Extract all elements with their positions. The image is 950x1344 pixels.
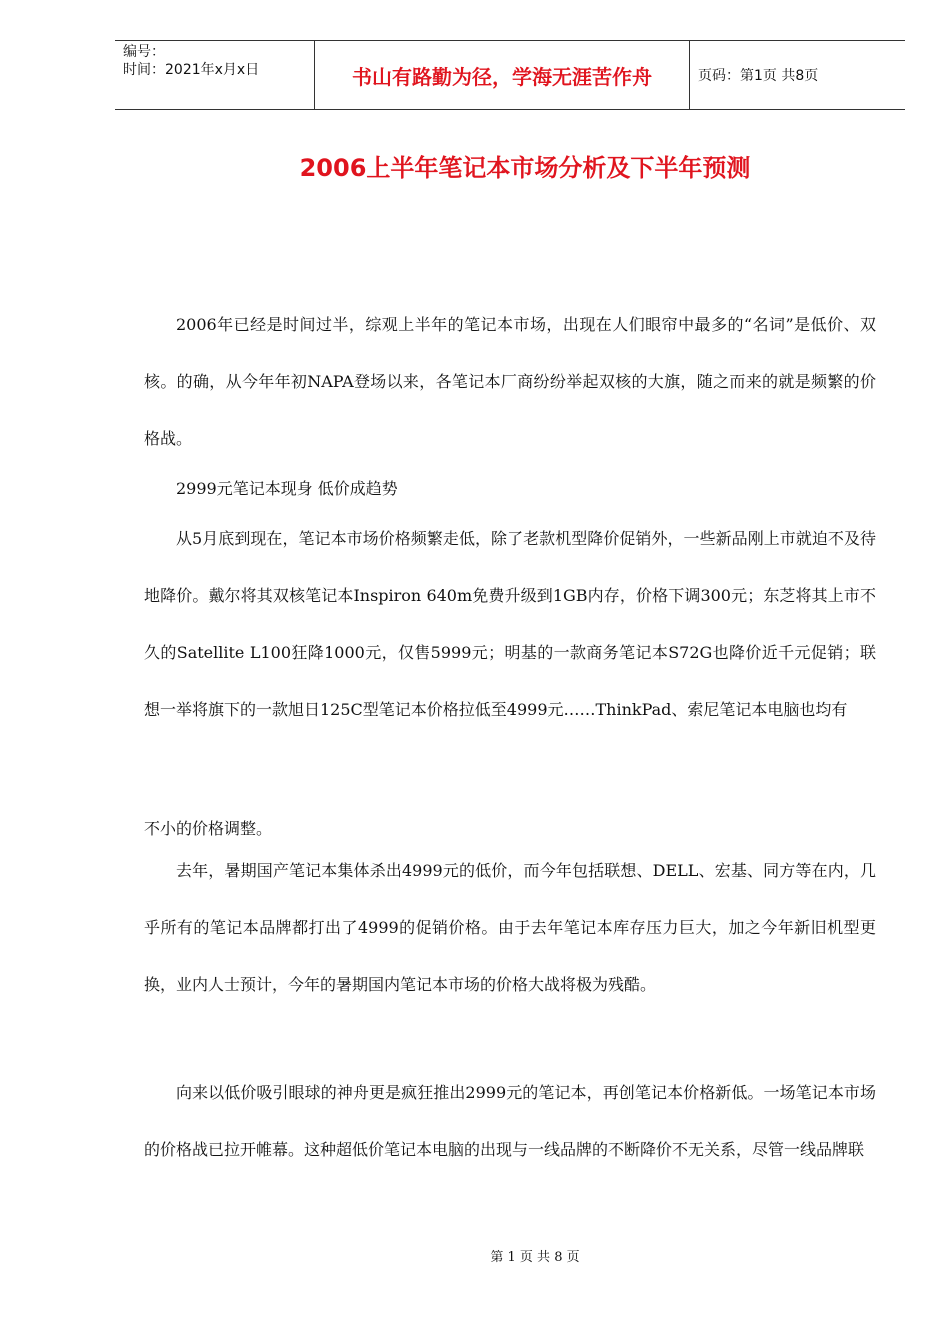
subheading-text: 2999元笔记本现身 低价成趋势 [176, 479, 398, 498]
header-motto: 书山有路勤为径，学海无涯苦作舟 [315, 41, 690, 109]
paragraph-4 [144, 1064, 876, 1178]
time-label: 时间：2021年x月x日 [123, 62, 260, 78]
document-title: 2006上半年笔记本市场分析及下半年预测 [299, 154, 751, 182]
document-header [115, 40, 905, 110]
paragraph-subheading [144, 460, 876, 517]
paragraph-text: 去年，暑期国产笔记本集体杀出4999元的低价，而今年包括联想、DELL、宏基、同方等在内，几乎所有的笔记本品牌都打出了4999的促销价格。由于去年笔记本库存压力巨大，加之今年新旧机型更换，业内人士预计，今年的暑期国内笔记本市场的价格大战将极为残酷。 [144, 861, 876, 994]
paragraph-2 [144, 510, 876, 738]
paragraph-text: 从5月底到现在，笔记本市场价格频繁走低，除了老款机型降价促销外，一些新品刚上市就迫不及待地降价。戴尔将其双核笔记本Inspiron 640m免费升级到1GB内存，价格下调300元；东芝将其上市不久的Satellite L100狂降1000元，仅售5999元；明基的一款商务笔记本S72G也降价近千元促销；联想一举将旗下的一款旭日125C型笔记本价格拉低至4999元……ThinkPad、索尼笔记本电脑也均有 [144, 529, 876, 719]
header-meta [115, 41, 315, 109]
paragraph-3 [144, 842, 876, 1013]
paragraph-text: 2006年已经是时间过半，综观上半年的笔记本市场，出现在人们眼帘中最多的“名词”是低价、双核。的确，从今年年初NAPA登场以来，各笔记本厂商纷纷举起双核的大旗，随之而来的就是频繁的价格战。 [144, 315, 876, 448]
page-footer: 第 1 页 共 8 页 [490, 1250, 580, 1265]
paragraph-text: 向来以低价吸引眼球的神舟更是疯狂推出2999元的笔记本，再创笔记本价格新低。一场笔记本市场的价格战已拉开帷幕。这种超低价笔记本电脑的出现与一线品牌的不断降价不无关系，尽管一线品牌联 [144, 1083, 876, 1159]
header-page-info: 页码：第1页 共8页 [698, 68, 819, 84]
number-label: 编号： [123, 44, 165, 60]
paragraph-1 [144, 296, 876, 467]
paragraph-text: 不小的价格调整。 [144, 819, 273, 838]
